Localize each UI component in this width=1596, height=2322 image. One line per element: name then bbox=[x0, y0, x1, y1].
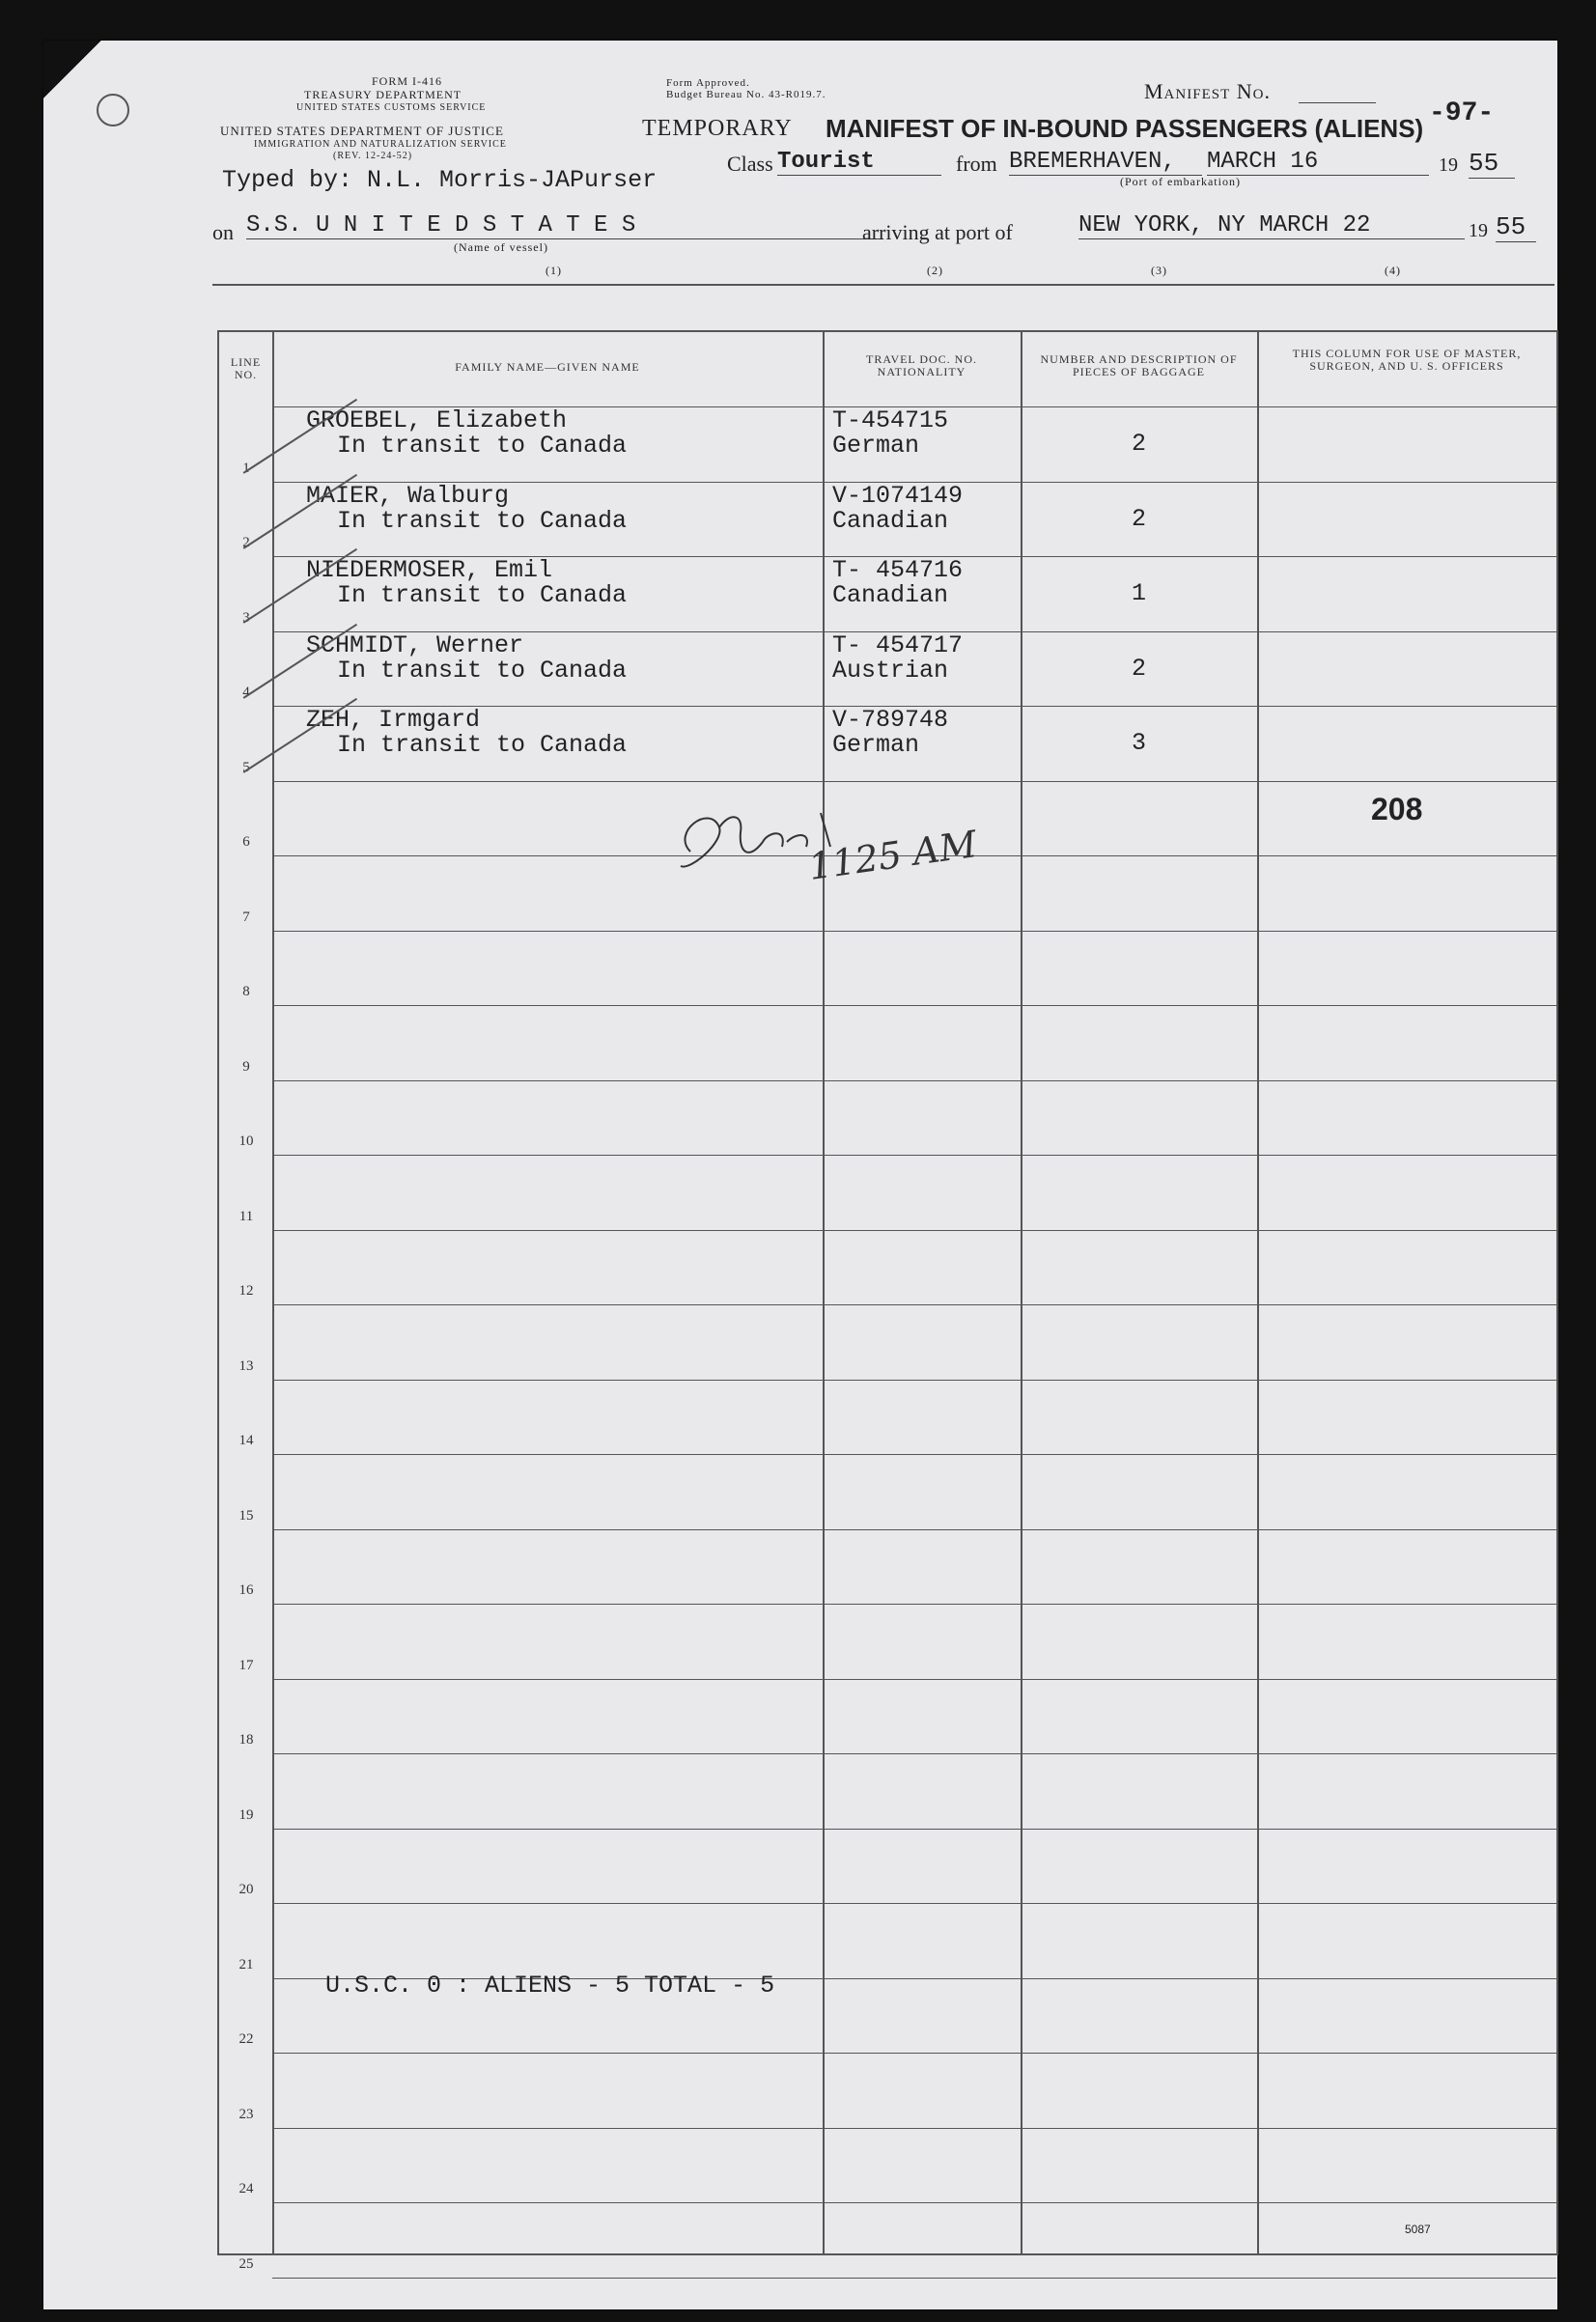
page-circled-mark bbox=[97, 94, 129, 126]
naturalization-service: IMMIGRATION AND NATURALIZATION SERVICE bbox=[254, 139, 507, 150]
line-number: 22 bbox=[238, 2031, 254, 2047]
revision-date: (REV. 12-24-52) bbox=[333, 151, 413, 161]
baggage-count: 2 bbox=[1132, 654, 1147, 683]
passenger-nationality: German bbox=[832, 731, 920, 759]
passenger-name: NIEDERMOSER, Emil bbox=[306, 556, 553, 584]
travel-doc-number: T-454715 bbox=[832, 406, 949, 434]
line-number: 19 bbox=[238, 1806, 254, 1823]
line-number: 11 bbox=[238, 1208, 254, 1224]
form-number: FORM I-416 bbox=[372, 74, 443, 88]
passenger-note: In transit to Canada bbox=[337, 581, 628, 609]
manifest-page bbox=[43, 41, 1557, 2309]
passenger-note: In transit to Canada bbox=[337, 656, 628, 685]
line-number: 3 bbox=[242, 609, 250, 626]
line-number: 4 bbox=[242, 685, 250, 700]
line-number: 21 bbox=[238, 1956, 254, 1972]
header-name: FAMILY NAME—GIVEN NAME bbox=[455, 360, 640, 374]
temporary-label: TEMPORARY bbox=[642, 116, 793, 141]
typed-by: Typed by: N.L. Morris-JAPurser bbox=[222, 166, 658, 194]
table-row-rule bbox=[272, 1080, 1556, 1081]
column-number-2: (2) bbox=[927, 264, 943, 277]
stamp-number: 208 bbox=[1371, 792, 1423, 826]
line-number: 25 bbox=[238, 2255, 254, 2272]
travel-doc-number: V-1074149 bbox=[832, 481, 964, 510]
passenger-table bbox=[217, 330, 1558, 2272]
line-number: 2 bbox=[242, 535, 250, 550]
manifest-no-underline bbox=[1299, 102, 1376, 103]
line-number: 16 bbox=[238, 1582, 254, 1598]
passenger-nationality: Austrian bbox=[832, 656, 949, 685]
table-row-rule bbox=[272, 1829, 1556, 1830]
year-prefix-1: 19 bbox=[1439, 154, 1458, 176]
table-row-rule bbox=[272, 1529, 1556, 1530]
line-number: 6 bbox=[242, 834, 250, 850]
line-number: 24 bbox=[238, 2181, 254, 2196]
table-row-rule bbox=[272, 1155, 1556, 1156]
line-number: 9 bbox=[242, 1058, 250, 1075]
table-row-rule bbox=[272, 1230, 1556, 1231]
column-number-3: (3) bbox=[1151, 264, 1167, 277]
class-value: Tourist bbox=[777, 149, 941, 176]
baggage-count: 2 bbox=[1132, 430, 1147, 458]
budget-bureau-number: Budget Bureau No. 43-R019.7. bbox=[666, 89, 826, 100]
table-row-rule bbox=[272, 2202, 1556, 2203]
year-prefix-2: 19 bbox=[1469, 220, 1488, 241]
summary-line: U.S.C. 0 : ALIENS - 5 TOTAL - 5 bbox=[325, 1972, 775, 2000]
passenger-name: GROEBEL, Elizabeth bbox=[306, 406, 568, 434]
from-date: MARCH 16 bbox=[1207, 149, 1429, 176]
line-number: 12 bbox=[238, 1283, 254, 1299]
passenger-note: In transit to Canada bbox=[337, 432, 628, 460]
table-row-rule bbox=[272, 2053, 1556, 2054]
footer-code: 5087 bbox=[1405, 2223, 1431, 2236]
from-label: from bbox=[956, 152, 997, 176]
class-label: Class bbox=[727, 152, 773, 176]
passenger-nationality: Canadian bbox=[832, 581, 949, 609]
line-number: 5 bbox=[242, 759, 250, 775]
table-row-rule bbox=[272, 1753, 1556, 1754]
handwritten-time: 1125 AM bbox=[805, 823, 980, 888]
line-number: 1 bbox=[242, 460, 250, 476]
table-row-rule bbox=[272, 1304, 1556, 1305]
form-approved: Form Approved. bbox=[666, 77, 750, 89]
table-row-rule bbox=[272, 1679, 1556, 1680]
arrival-port: NEW YORK, NY MARCH 22 bbox=[1078, 212, 1465, 239]
treasury-department: TREASURY DEPARTMENT bbox=[304, 88, 462, 101]
baggage-count: 1 bbox=[1132, 579, 1147, 607]
passenger-name: SCHMIDT, Werner bbox=[306, 630, 524, 659]
line-number: 17 bbox=[238, 1657, 254, 1673]
header-baggage: NUMBER AND DESCRIPTION OF PIECES OF BAGGAGE bbox=[1040, 352, 1238, 378]
line-number: 23 bbox=[238, 2106, 254, 2122]
travel-doc-number: T- 454717 bbox=[832, 630, 964, 659]
passenger-note: In transit to Canada bbox=[337, 731, 628, 759]
baggage-count: 2 bbox=[1132, 504, 1147, 533]
manifest-title: MANIFEST OF IN-BOUND PASSENGERS (ALIENS) bbox=[826, 114, 1424, 143]
line-number: 8 bbox=[242, 984, 250, 999]
passenger-name: MAIER, Walburg bbox=[306, 481, 510, 510]
line-number: 7 bbox=[242, 909, 250, 925]
year-1: 55 bbox=[1469, 149, 1515, 179]
manifest-number: -97- bbox=[1429, 98, 1495, 128]
table-row-rule bbox=[272, 1604, 1556, 1605]
justice-department: UNITED STATES DEPARTMENT OF JUSTICE bbox=[220, 124, 504, 138]
year-2: 55 bbox=[1496, 212, 1536, 242]
vessel-name: S.S. U N I T E D S T A T E S bbox=[246, 212, 883, 239]
line-number: 18 bbox=[238, 1732, 254, 1748]
table-row-rule bbox=[272, 2278, 1556, 2279]
line-number: 14 bbox=[238, 1433, 254, 1448]
customs-service: UNITED STATES CUSTOMS SERVICE bbox=[296, 102, 487, 113]
table-row-rule bbox=[272, 1005, 1556, 1006]
from-port: BREMERHAVEN, bbox=[1009, 149, 1202, 176]
column-number-1: (1) bbox=[546, 264, 562, 277]
arriving-label: arriving at port of bbox=[862, 220, 1013, 244]
manifest-no-label: Manifest No. bbox=[1144, 79, 1271, 103]
line-number: 15 bbox=[238, 1507, 254, 1524]
passenger-note: In transit to Canada bbox=[337, 506, 628, 535]
line-number: 10 bbox=[238, 1133, 254, 1149]
header-officers: THIS COLUMN FOR USE OF MASTER, SURGEON, AND U. S. OFFICERS bbox=[1292, 347, 1522, 373]
passenger-nationality: German bbox=[832, 432, 920, 460]
travel-doc-number: T- 454716 bbox=[832, 556, 964, 584]
port-caption: (Port of embarkation) bbox=[1120, 175, 1241, 188]
vessel-caption: (Name of vessel) bbox=[454, 240, 548, 254]
baggage-count: 3 bbox=[1132, 729, 1147, 757]
line-number: 20 bbox=[238, 1882, 254, 1897]
passenger-name: ZEH, Irmgard bbox=[306, 706, 481, 734]
passenger-nationality: Canadian bbox=[832, 506, 949, 535]
travel-doc-number: V-789748 bbox=[832, 706, 949, 734]
table-row-rule bbox=[272, 1903, 1556, 1904]
header-travel-doc: TRAVEL DOC. NO. NATIONALITY bbox=[865, 352, 977, 378]
header-rule bbox=[212, 284, 1554, 286]
table-row-rule bbox=[272, 2128, 1556, 2129]
line-number: 13 bbox=[238, 1357, 254, 1374]
table-row-rule bbox=[272, 1454, 1556, 1455]
table-row-rule bbox=[272, 1380, 1556, 1381]
column-number-4: (4) bbox=[1385, 264, 1401, 277]
header-line-no: LINE NO. bbox=[230, 355, 262, 381]
on-label: on bbox=[212, 220, 234, 244]
